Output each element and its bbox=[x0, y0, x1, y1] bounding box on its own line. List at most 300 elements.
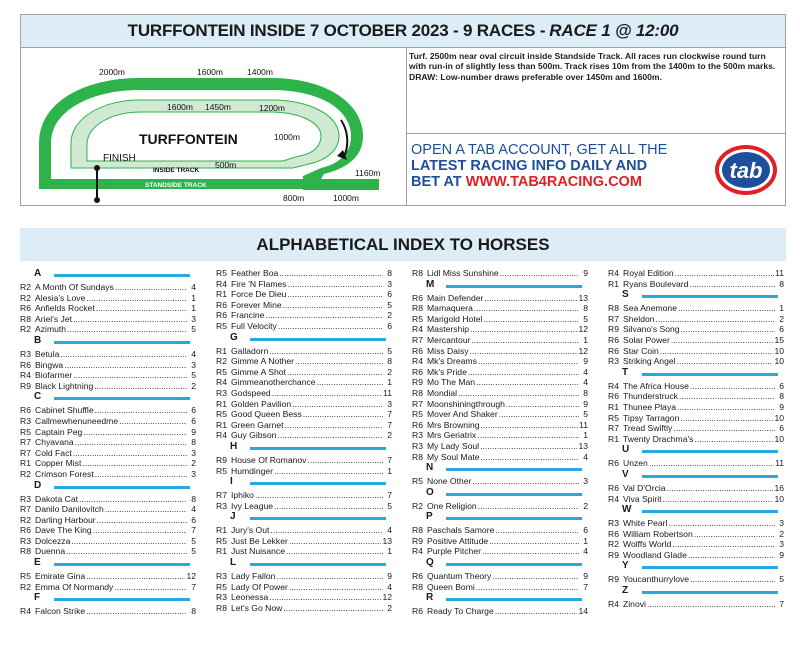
saddle-number: 1 bbox=[191, 303, 196, 314]
horse-entry bbox=[20, 571, 196, 582]
saddle-number: 1 bbox=[387, 377, 392, 388]
marker-1400m: 1400m bbox=[247, 67, 273, 77]
tab-logo[interactable] bbox=[713, 142, 779, 198]
horse-name: Black Lightning bbox=[35, 380, 94, 391]
leader-dots bbox=[694, 529, 775, 540]
horse-name: House Of Romanov bbox=[231, 454, 307, 465]
saddle-number: 6 bbox=[779, 423, 784, 434]
horse-entry bbox=[412, 430, 588, 441]
index-column-3 bbox=[412, 268, 588, 617]
leader-dots bbox=[292, 399, 383, 410]
horse-name: Emirate Gina bbox=[35, 571, 86, 582]
letter-rule bbox=[642, 373, 778, 376]
race-number: R6 bbox=[608, 458, 619, 469]
horse-entry bbox=[20, 293, 196, 304]
horse-name: Positive Attitude bbox=[427, 535, 489, 546]
saddle-number: 4 bbox=[583, 546, 588, 557]
race-number: R8 bbox=[20, 313, 31, 324]
horse-entry bbox=[20, 458, 196, 469]
letter-label: B bbox=[34, 334, 42, 346]
letter-label: F bbox=[34, 592, 41, 604]
letter-label: V bbox=[622, 468, 629, 480]
saddle-number: 4 bbox=[583, 377, 588, 388]
letter-rule bbox=[642, 450, 778, 453]
saddle-number: 6 bbox=[779, 324, 784, 335]
horse-entry bbox=[216, 490, 392, 501]
letter-heading bbox=[412, 557, 588, 571]
horse-name: Let's Go Now bbox=[231, 602, 283, 613]
race-number: R5 bbox=[20, 426, 31, 437]
horse-name: Youcanthurrylove bbox=[623, 574, 690, 585]
leader-dots bbox=[283, 603, 383, 614]
horse-name: Queen Bomi bbox=[427, 581, 475, 592]
letter-rule bbox=[642, 591, 778, 594]
race-number: R4 bbox=[608, 268, 619, 278]
horse-entry bbox=[412, 303, 588, 314]
race-number: R5 bbox=[216, 581, 227, 592]
horse-name: Danilo Danilovitch bbox=[35, 504, 104, 515]
leader-dots bbox=[94, 381, 187, 392]
horse-name: Twenty Drachma's bbox=[623, 433, 694, 444]
finish-label: FINISH bbox=[103, 153, 136, 164]
race-number: R6 bbox=[608, 345, 619, 356]
letter-heading bbox=[608, 469, 784, 483]
saddle-number: 10 bbox=[774, 345, 784, 356]
race-number: R1 bbox=[216, 525, 227, 536]
horse-name: Moonshiningthrough bbox=[427, 398, 505, 409]
horse-name: Mercantour bbox=[427, 334, 471, 345]
saddle-number: 4 bbox=[191, 504, 196, 515]
saddle-number: 14 bbox=[578, 606, 588, 617]
horse-name: Chyavana bbox=[35, 437, 74, 448]
horse-entry bbox=[216, 592, 392, 603]
letter-heading bbox=[608, 444, 784, 458]
horse-name: My Soul Mate bbox=[427, 451, 480, 462]
leader-dots bbox=[680, 413, 773, 424]
horse-name: Dakota Cat bbox=[35, 493, 78, 504]
race-number: R3 bbox=[20, 493, 31, 504]
horse-name: Ariel's Jet bbox=[35, 313, 72, 324]
race-number: R1 bbox=[216, 289, 227, 300]
race-number: R4 bbox=[20, 606, 31, 617]
leader-dots bbox=[483, 314, 579, 325]
leader-dots bbox=[478, 501, 579, 512]
race-number: R9 bbox=[412, 377, 423, 388]
horse-name: Val D'Orcia bbox=[623, 482, 666, 493]
horse-name: Crimson Forest bbox=[35, 468, 94, 479]
leader-dots bbox=[286, 546, 383, 557]
horse-name: Solar Power bbox=[623, 334, 670, 345]
horse-name: Mondial bbox=[427, 387, 458, 398]
saddle-number: 3 bbox=[779, 518, 784, 529]
saddle-number: 9 bbox=[583, 398, 588, 409]
horse-name: Francine bbox=[231, 310, 265, 321]
saddle-number: 7 bbox=[583, 581, 588, 592]
race-number: R5 bbox=[216, 366, 227, 377]
leader-dots bbox=[295, 356, 383, 367]
horse-entry bbox=[608, 458, 784, 469]
horse-entry bbox=[412, 476, 588, 487]
race-number: R7 bbox=[412, 334, 423, 345]
letter-label: Q bbox=[426, 557, 434, 569]
horse-entry bbox=[608, 413, 784, 424]
leader-dots bbox=[279, 268, 383, 279]
leader-dots bbox=[694, 434, 773, 445]
horse-name: Betula bbox=[35, 348, 60, 359]
horse-entry bbox=[608, 268, 784, 279]
horse-entry bbox=[216, 289, 392, 300]
leader-dots bbox=[649, 458, 774, 469]
horse-entry bbox=[608, 335, 784, 346]
race-number: R6 bbox=[412, 366, 423, 377]
marker-1200m: 1200m bbox=[259, 103, 285, 113]
race-number: R6 bbox=[216, 299, 227, 310]
leader-dots bbox=[480, 441, 577, 452]
race-number: R5 bbox=[608, 412, 619, 423]
horse-entry bbox=[608, 391, 784, 402]
saddle-number: 3 bbox=[191, 313, 196, 324]
horse-entry bbox=[216, 300, 392, 311]
saddle-number: 7 bbox=[387, 454, 392, 465]
letter-label: Z bbox=[622, 585, 629, 597]
horse-entry bbox=[412, 546, 588, 557]
saddle-number: 6 bbox=[191, 405, 196, 416]
horse-name: Lady Fallon bbox=[231, 571, 276, 582]
horse-entry bbox=[608, 279, 784, 290]
saddle-number: 9 bbox=[779, 401, 784, 412]
saddle-number: 5 bbox=[191, 546, 196, 557]
horse-entry bbox=[216, 430, 392, 441]
letter-rule bbox=[54, 341, 190, 344]
horse-entry bbox=[608, 346, 784, 357]
horse-entry bbox=[412, 335, 588, 346]
saddle-number: 6 bbox=[779, 380, 784, 391]
horse-name: Wolffs World bbox=[623, 539, 672, 550]
horse-entry bbox=[216, 367, 392, 378]
leader-dots bbox=[317, 377, 383, 388]
leader-dots bbox=[476, 582, 579, 593]
saddle-number: 8 bbox=[191, 493, 196, 504]
race-number: R3 bbox=[216, 387, 227, 398]
advert-line-3 bbox=[411, 174, 642, 190]
race-number: R3 bbox=[216, 592, 227, 603]
leader-dots bbox=[79, 494, 187, 505]
letter-heading bbox=[216, 332, 392, 346]
letter-label: E bbox=[34, 557, 41, 569]
horse-entry bbox=[216, 501, 392, 512]
horse-entry bbox=[412, 377, 588, 388]
horse-name: Miss Daisy bbox=[427, 345, 469, 356]
horse-name: Silvano's Song bbox=[623, 324, 680, 335]
advert-url[interactable]: WWW.TAB4RACING.COM bbox=[465, 174, 642, 190]
saddle-number: 2 bbox=[387, 366, 392, 377]
horse-entry bbox=[608, 539, 784, 550]
race-number: R3 bbox=[412, 440, 423, 451]
race-number: R6 bbox=[608, 528, 619, 539]
race-number: R4 bbox=[412, 546, 423, 557]
horse-entry bbox=[20, 314, 196, 325]
leader-dots bbox=[73, 448, 187, 459]
leader-dots bbox=[499, 409, 579, 420]
horse-name: Callmewhenuneedme bbox=[35, 415, 119, 426]
letter-label: U bbox=[622, 444, 630, 456]
letter-rule bbox=[250, 563, 386, 566]
letter-rule bbox=[642, 510, 778, 513]
leader-dots bbox=[105, 504, 187, 515]
leader-dots bbox=[64, 360, 187, 371]
horse-entry bbox=[608, 599, 784, 610]
race-number: R3 bbox=[412, 430, 423, 441]
letter-rule bbox=[446, 468, 582, 471]
horse-entry bbox=[216, 377, 392, 388]
horse-entry bbox=[216, 321, 392, 332]
horse-entry bbox=[216, 571, 392, 582]
leader-dots bbox=[478, 356, 579, 367]
race-number: R2 bbox=[20, 468, 31, 479]
race-number: R1 bbox=[608, 433, 619, 444]
tab-logo-text: tab bbox=[729, 158, 763, 183]
letter-label: J bbox=[230, 511, 236, 523]
race-number: R8 bbox=[412, 581, 423, 592]
horse-entry bbox=[608, 483, 784, 494]
horse-entry bbox=[608, 518, 784, 529]
saddle-number: 7 bbox=[191, 581, 196, 592]
saddle-number: 13 bbox=[578, 440, 588, 451]
race-number: R8 bbox=[608, 303, 619, 314]
race-number: R2 bbox=[20, 514, 31, 525]
horse-entry bbox=[608, 381, 784, 392]
letter-rule bbox=[642, 295, 778, 298]
marker-1450m: 1450m bbox=[205, 102, 231, 112]
race-number: R5 bbox=[216, 320, 227, 331]
horse-entry bbox=[412, 409, 588, 420]
saddle-number: 13 bbox=[578, 292, 588, 303]
horse-name: Tread Swiftly bbox=[623, 423, 673, 434]
letter-rule bbox=[642, 566, 778, 569]
letter-heading bbox=[412, 279, 588, 293]
letter-heading bbox=[608, 585, 784, 599]
horse-entry bbox=[412, 268, 588, 279]
race-number: R3 bbox=[20, 348, 31, 359]
letter-rule bbox=[250, 517, 386, 520]
marker-1000m-outer: 1000m bbox=[333, 193, 359, 203]
saddle-number: 12 bbox=[578, 324, 588, 335]
horse-name: William Robertson bbox=[623, 528, 693, 539]
saddle-number: 3 bbox=[191, 359, 196, 370]
saddle-number: 9 bbox=[779, 549, 784, 560]
leader-dots bbox=[274, 501, 383, 512]
horse-entry bbox=[412, 346, 588, 357]
finish-post-top bbox=[94, 165, 100, 171]
horse-entry bbox=[20, 515, 196, 526]
horse-name: Mo The Man bbox=[427, 377, 476, 388]
saddle-number: 5 bbox=[191, 535, 196, 546]
horse-entry bbox=[20, 360, 196, 371]
race-number: R5 bbox=[412, 476, 423, 487]
race-number: R6 bbox=[20, 525, 31, 536]
saddle-number: 12 bbox=[578, 345, 588, 356]
horse-entry bbox=[412, 356, 588, 367]
race-number: R6 bbox=[412, 345, 423, 356]
horse-entry bbox=[20, 303, 196, 314]
race-number: R8 bbox=[412, 451, 423, 462]
leader-dots bbox=[481, 420, 579, 431]
advert-line-2: LATEST RACING INFO DAILY AND bbox=[411, 158, 648, 174]
race-number: R5 bbox=[216, 465, 227, 476]
horse-name: Mrs Geriatrix bbox=[427, 430, 477, 441]
letter-heading bbox=[412, 511, 588, 525]
horse-name: Zinovi bbox=[623, 599, 646, 610]
race-number: R9 bbox=[20, 380, 31, 391]
race-number: R3 bbox=[20, 535, 31, 546]
letter-rule bbox=[250, 338, 386, 341]
leader-dots bbox=[95, 405, 187, 416]
leader-dots bbox=[66, 546, 187, 557]
horse-entry bbox=[608, 423, 784, 434]
leader-dots bbox=[288, 279, 383, 290]
horse-entry bbox=[216, 603, 392, 614]
letter-label: M bbox=[426, 278, 435, 290]
saddle-number: 5 bbox=[583, 313, 588, 324]
horse-name: Marigold Hotel bbox=[427, 313, 483, 324]
saddle-number: 9 bbox=[191, 426, 196, 437]
race-number: R1 bbox=[216, 398, 227, 409]
leader-dots bbox=[672, 539, 775, 550]
saddle-number: 3 bbox=[387, 278, 392, 289]
letter-rule bbox=[54, 563, 190, 566]
horse-name: Star Coin bbox=[623, 345, 659, 356]
saddle-number: 5 bbox=[583, 409, 588, 420]
horse-entry bbox=[216, 582, 392, 593]
horse-entry bbox=[216, 536, 392, 547]
race-number: R2 bbox=[20, 324, 31, 335]
saddle-number: 2 bbox=[387, 602, 392, 613]
letter-label: R bbox=[426, 592, 434, 604]
race-number: R8 bbox=[412, 387, 423, 398]
saddle-number: 8 bbox=[779, 391, 784, 402]
leader-dots bbox=[673, 423, 775, 434]
letter-heading bbox=[20, 391, 196, 405]
leader-dots bbox=[283, 300, 383, 311]
leader-dots bbox=[458, 388, 579, 399]
horse-entry bbox=[412, 525, 588, 536]
letter-rule bbox=[446, 598, 582, 601]
horse-name: Humdinger bbox=[231, 465, 274, 476]
horse-entry bbox=[20, 606, 196, 617]
race-number: R3 bbox=[20, 415, 31, 426]
saddle-number: 2 bbox=[387, 310, 392, 321]
leader-dots bbox=[656, 314, 775, 325]
saddle-number: 1 bbox=[583, 334, 588, 345]
letter-rule bbox=[446, 563, 582, 566]
letter-rule bbox=[446, 285, 582, 288]
leader-dots bbox=[668, 518, 775, 529]
saddle-number: 11 bbox=[383, 387, 392, 398]
horse-entry bbox=[20, 427, 196, 438]
leader-dots bbox=[285, 420, 383, 431]
race-number: R3 bbox=[216, 571, 227, 582]
letter-heading bbox=[608, 560, 784, 574]
race-number: R4 bbox=[412, 324, 423, 335]
leader-dots bbox=[495, 525, 579, 536]
saddle-number: 8 bbox=[779, 278, 784, 289]
horse-entry bbox=[20, 324, 196, 335]
race-number: R3 bbox=[608, 356, 619, 367]
race-number: R6 bbox=[608, 391, 619, 402]
letter-label: N bbox=[426, 462, 434, 474]
letter-heading bbox=[20, 592, 196, 606]
letter-heading bbox=[412, 462, 588, 476]
start-dot bbox=[94, 197, 100, 203]
advert-bet-at: BET AT bbox=[411, 174, 462, 190]
leader-dots bbox=[287, 367, 383, 378]
horse-entry bbox=[20, 405, 196, 416]
saddle-number: 2 bbox=[583, 500, 588, 511]
race-number: R6 bbox=[412, 606, 423, 617]
race-number: R6 bbox=[216, 310, 227, 321]
horse-name: Thunee Playa bbox=[623, 401, 677, 412]
saddle-number: 2 bbox=[779, 528, 784, 539]
saddle-number: 3 bbox=[191, 447, 196, 458]
leader-dots bbox=[671, 335, 774, 346]
letter-heading bbox=[216, 557, 392, 571]
leader-dots bbox=[484, 293, 577, 304]
saddle-number: 3 bbox=[191, 468, 196, 479]
tab-advert[interactable] bbox=[407, 133, 786, 206]
leader-dots bbox=[663, 494, 774, 505]
horse-name: Sea Anemone bbox=[623, 303, 677, 314]
saddle-number: 11 bbox=[775, 458, 784, 469]
saddle-number: 4 bbox=[387, 525, 392, 536]
saddle-number: 2 bbox=[191, 458, 196, 469]
horse-name: Mk's Pride bbox=[427, 366, 467, 377]
saddle-number: 1 bbox=[583, 535, 588, 546]
saddle-number: 8 bbox=[583, 303, 588, 314]
leader-dots bbox=[83, 427, 187, 438]
horse-entry bbox=[20, 416, 196, 427]
leader-dots bbox=[277, 430, 383, 441]
saddle-number: 9 bbox=[583, 571, 588, 582]
race-number: R6 bbox=[20, 405, 31, 416]
horse-entry bbox=[20, 525, 196, 536]
race-number: R3 bbox=[608, 518, 619, 529]
letter-heading bbox=[216, 511, 392, 525]
race-number: R3 bbox=[216, 500, 227, 511]
horse-name: Quantum Theory bbox=[427, 571, 492, 582]
saddle-number: 10 bbox=[774, 412, 784, 423]
race-number: R4 bbox=[412, 356, 423, 367]
race-number: R7 bbox=[608, 313, 619, 324]
horse-name: Lidl Miss Sunshine bbox=[427, 268, 499, 278]
track-map bbox=[21, 48, 407, 206]
letter-label: T bbox=[622, 366, 629, 378]
race-number: R2 bbox=[608, 539, 619, 550]
horse-name: Just Nuisance bbox=[231, 546, 285, 557]
marker-500m: 500m bbox=[215, 160, 237, 170]
horse-entry bbox=[412, 399, 588, 410]
horse-entry bbox=[412, 420, 588, 431]
letter-heading bbox=[216, 441, 392, 455]
horse-entry bbox=[412, 452, 588, 463]
saddle-number: 4 bbox=[583, 366, 588, 377]
horse-name: Woodland Glade bbox=[623, 549, 687, 560]
saddle-number: 1 bbox=[387, 465, 392, 476]
leader-dots bbox=[307, 455, 383, 466]
horse-name: Cabinet Shuffle bbox=[35, 405, 94, 416]
horse-name: Iphiko bbox=[231, 490, 254, 501]
horse-entry bbox=[412, 324, 588, 335]
horse-name: Paschals Samore bbox=[427, 525, 495, 536]
